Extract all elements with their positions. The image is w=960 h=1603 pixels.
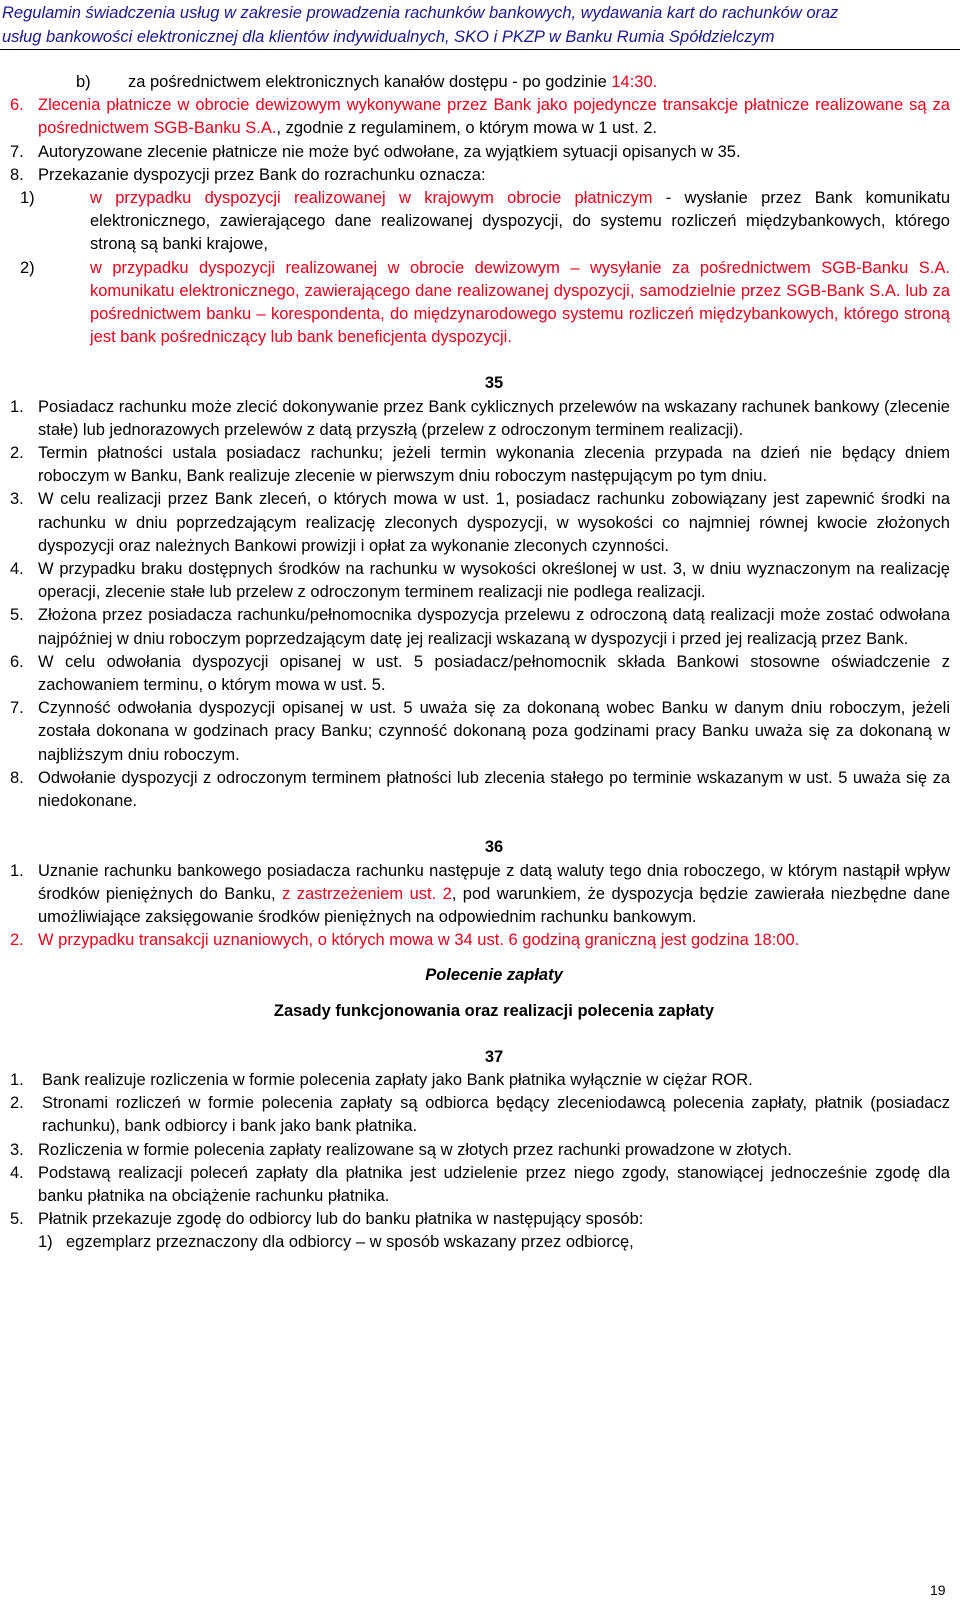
p37-item-4-num: 4. [10,1163,24,1182]
header-rule [0,49,960,50]
p36-heading: 36 [484,838,504,857]
p37-sub-1-text: egzemplarz przeznaczony dla odbiorcy – w sposób wskazany przez odbiorcę, [66,1233,634,1252]
p35-item-text: Termin płatności ustala posiadacz rachunku; jeżeli termin wykonania zlecenia przypada na dzień nie będący dniem roboczym w Banku, Bank realizuje zlecenie w pierwszym dniu roboczym następującym po tym dniu. [38,444,950,486]
p37-item-4 [10,1162,950,1208]
p37-item-3 [10,1139,950,1162]
p37-item-5-text: Płatnik przekazuje zgodę do odbiorcy lub do banku płatnika w następujący sposób: [38,1210,644,1229]
p37-item-5-num: 5. [10,1210,24,1229]
p37-sub-1 [10,1231,950,1254]
p34-sub-2-red: w przypadku dyspozycji realizowanej w obrocie dewizowym – wysyłanie za pośrednictwem SGB-Banku S.A. komunikatu elektronicznego, zawierającego dane realizowanej dyspozycji, samodzielnie przez SGB-Bank S.A. lub za pośrednictwem banku – korespondenta, do międzynarodowego systemu rozliczeń międzybankowych, którego stroną jest bank pośredniczący lub bank beneficjenta dyspozycji. [90,258,950,347]
p37-heading: 37 [484,1047,504,1066]
p34-sub-2-num: 2) [20,258,35,277]
p35-item [10,767,950,813]
page-number: 19 [930,1582,946,1598]
p35-item-num: 5. [10,606,24,625]
p37-item-2 [10,1092,950,1138]
p34-item-6-rest: , zgodnie z regulaminem, o którym mowa w 1 ust. 2. [276,119,658,138]
p34-sub-1-rest: - wysłanie przez Bank komunikatu elektronicznego, zawierającego dane realizowanej dyspozycji, do systemu rozliczeń międzybankowych, którego stroną są banki krajowe, [90,189,950,254]
p36-item-1 [10,860,950,930]
p35-list [10,396,950,814]
p35-item-text: W celu realizacji przez Bank zleceń, o których mowa w ust. 1, posiadacz rachunku zobowiązany jest zapewnić środki na rachunku w dniu poprzedzającym realizację zleconych dyspozycji, w wysokości co najmniej równej kwocie złożonych dyspozycji oraz należnych Bankowi prowizji i opłat za wykonanie zleconych czynności. [38,490,950,555]
header-line-1: Regulamin świadczenia usług w zakresie prowadzenia rachunków bankowych, wydawania kart do rachunków oraz [2,4,839,22]
p34-sub-b-label: b) [76,73,91,91]
header-line-2: usług bankowości elektronicznej dla klientów indywidualnych, SKO i PKZP w Banku Rumia Spółdzielczym [2,28,775,46]
p34-sub-2 [10,257,950,350]
p37-sub-1-num: 1) [38,1233,53,1252]
p37-item-3-num: 3. [10,1140,24,1159]
p37-item-2-text: Stronami rozliczeń w formie polecenia zapłaty są odbiorca będący zleceniodawcą polecenia zapłaty, płatnik (posiadacz rachunku), bank odbiorcy i bank jako bank płatnika. [42,1094,950,1136]
p35-item-text: Czynność odwołania dyspozycji opisanej w ust. 5 uważa się za dokonaną wobec Banku w danym dniu roboczym, jeżeli została dokonana w godzinach pracy Banku; czynność dokonaną poza godzinami pracy Banku uważa się za dokonaną w najbliższym dniu roboczym. [38,699,950,764]
p35-item-num: 2. [10,444,24,463]
p35-item-text: Odwołanie dyspozycji z odroczonym terminem płatności lub zlecenia stałego po terminie wskazanym w ust. 5 uważa się za niedokonane. [38,768,950,811]
p35-item-text: W celu odwołania dyspozycji opisanej w ust. 5 posiadacz/pełnomocnik składa Bankowi stosowne oświadczenie z zachowaniem terminu, o którym mowa w ust. 5. [38,652,950,695]
p35-item [10,396,950,442]
p35-item-text: Złożona przez posiadacza rachunku/pełnomocnika dyspozycja przelewu z odroczoną datą realizacji może zostać odwołana najpóźniej w dniu roboczym poprzedzającym datę jej realizacji wskazaną w dyspozycji i przed jej realizacją przez Bank. [38,606,950,648]
p36-item-1-a: Uznanie rachunku bankowego posiadacza rachunku następuje z datą waluty tego dnia roboczego, w którym nastąpił wpływ środków pieniężnych do Banku, [38,861,950,903]
p34-item-7-text: Autoryzowane zlecenie płatnicze nie może być odwołane, za wyjątkiem sytuacji opisanych w 35. [38,142,741,161]
p37-item-4-text: Podstawą realizacji poleceń zapłaty dla płatnika jest udzielenie przez niego zgody, stanowiącej jednocześnie zgodę dla banku płatnika na obciążenie rachunku płatnika. [38,1163,950,1205]
p35-heading: 35 [484,374,504,393]
p34-item-8-num: 8. [10,165,24,184]
p36-item-2 [10,929,950,952]
p34-sub-1-num: 1) [20,189,35,208]
p34-sub-1 [10,187,950,257]
p35-item [10,651,950,697]
p34-sub-b [10,71,950,94]
p36-item-1-num: 1. [10,861,24,880]
running-header [2,1,952,49]
p35-item-num: 1. [10,397,24,416]
p35-item [10,558,950,604]
p35-item [10,604,950,650]
p35-item-text: W przypadku braku dostępnych środków na rachunku w wysokości określonej w ust. 3, w dniu wyznaczonym na realizację operacji, zlecenie stałe lub przelew z odroczonym terminem realizacji nie podlega realizacji. [38,560,950,602]
p35-item-num: 4. [10,560,24,579]
p35-item-num: 6. [10,652,24,671]
document-body [10,71,950,1255]
p37-item-1-text: Bank realizuje rozliczenia w formie polecenia zapłaty jako Bank płatnika wyłącznie w ciężar ROR. [42,1070,753,1089]
p34-sub-b-text: za pośrednictwem elektronicznych kanałów dostępu - po godzinie [128,73,612,91]
p34-item-8-text: Przekazanie dyspozycji przez Bank do rozrachunku oznacza: [38,165,486,184]
p34-item-6-num: 6. [10,96,24,115]
p34-item-6 [10,94,950,140]
p35-item [10,488,950,558]
section-subtitle: Zasady funkcjonowania oraz realizacji polecenia zapłaty [273,1001,715,1020]
p37-item-1 [10,1069,950,1092]
p36-item-1-b: , pod warunkiem, że dyspozycja będzie zawierała niezbędne dane umożliwiające zaksięgowanie środków pieniężnych na odpowiednim rachunku bankowym. [38,884,950,926]
p36-item-1-red: z zastrzeżeniem ust. 2 [282,884,452,903]
p34-sub-1-red: w przypadku dyspozycji realizowanej w krajowym obrocie płatniczym [90,189,653,208]
p36-item-2-text: W przypadku transakcji uznaniowych, o których mowa w 34 ust. 6 godziną graniczną jest godzina 18:00. [38,931,800,950]
p35-item-num: 3. [10,490,24,509]
p37-item-2-num: 2. [10,1094,24,1113]
p34-item-7-num: 7. [10,142,24,161]
p34-item-7 [10,141,950,164]
p37-item-3-text: Rozliczenia w formie polecenia zapłaty realizowane są w złotych przez rachunki prowadzone w złotych. [38,1140,792,1159]
p37-item-1-num: 1. [10,1070,24,1089]
section-title: Polecenie zapłaty [425,966,563,985]
p35-item [10,697,950,767]
p34-item-8 [10,164,950,187]
p34-item-6-red: Zlecenia płatnicze w obrocie dewizowym wykonywane przez Bank jako pojedyncze transakcje płatnicze realizowane są za pośrednictwem SGB-Banku S.A. [38,96,950,138]
p35-item-num: 7. [10,699,24,718]
p35-item-text: Posiadacz rachunku może zlecić dokonywanie przez Bank cyklicznych przelewów na wskazany rachunek bankowy (zlecenie stałe) lub jednorazowych przelewów z datą przyszłą (przelew z odroczonym terminem realizacji). [38,397,950,439]
p35-item-num: 8. [10,768,24,787]
p35-item [10,442,950,488]
p34-sub-b-time: 14:30. [611,73,658,91]
p37-item-5 [10,1208,950,1231]
p36-item-2-num: 2. [10,931,24,950]
